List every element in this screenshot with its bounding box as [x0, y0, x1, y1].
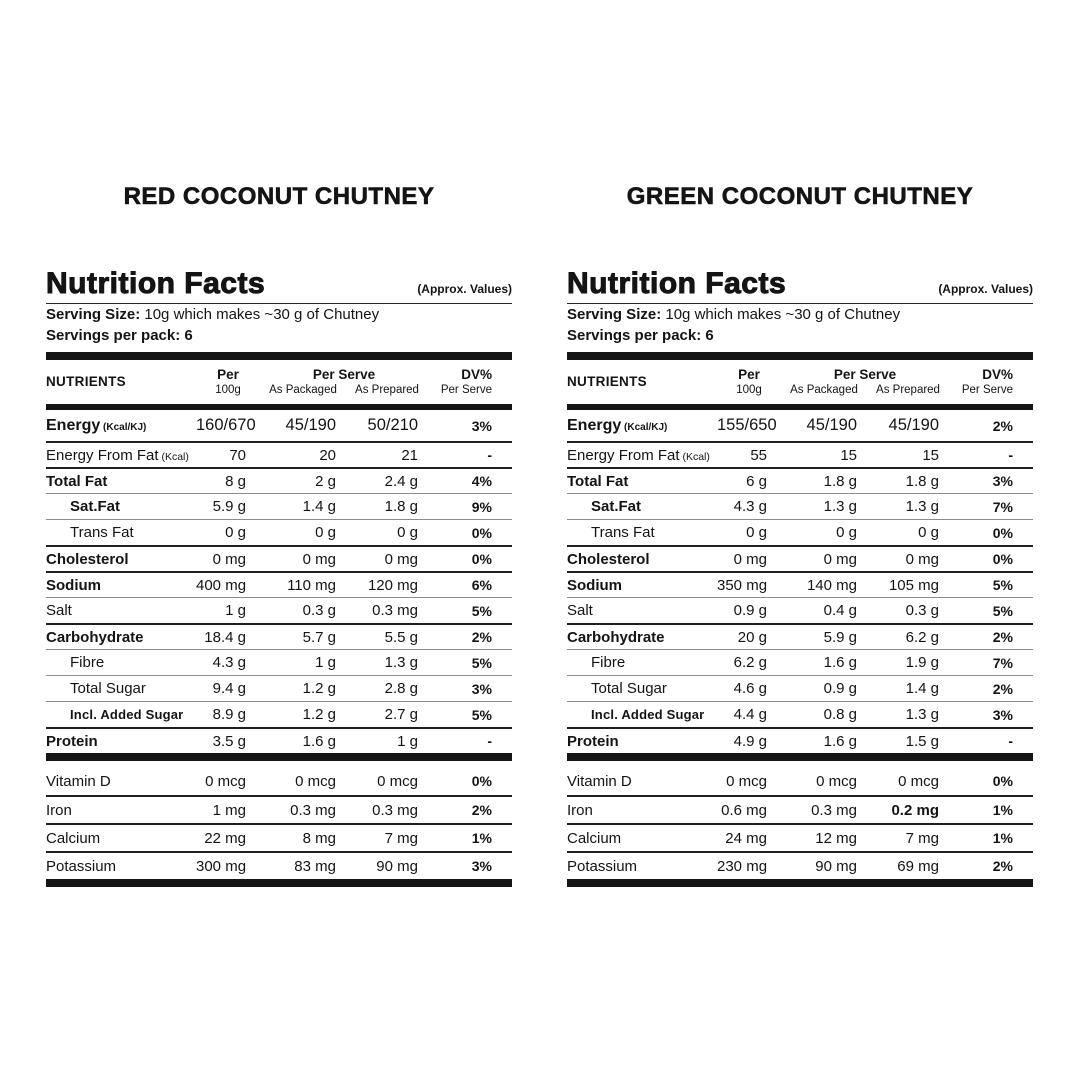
value-as-packaged: 1.8 g — [823, 472, 857, 490]
nutrient-name: Salt — [46, 602, 72, 619]
value-as-prepared: 1.4 g — [905, 680, 939, 697]
column-header-dv: DV% Per Serve — [961, 367, 1013, 396]
dv-percent: 0% — [992, 773, 1013, 789]
dv-percent: 0% — [471, 551, 492, 567]
servings-per-pack-line: Servings per pack: 6 — [46, 327, 193, 344]
nutrient-name: Iron — [567, 801, 593, 819]
value-as-prepared: 0.3 mg — [372, 801, 418, 819]
dv-percent: 0% — [471, 524, 492, 541]
value-as-packaged: 0.4 g — [823, 602, 857, 619]
nutrient-name: Fibre — [591, 654, 626, 671]
value-per-100g: 0 mg — [733, 550, 767, 568]
column-header-dv: DV% Per Serve — [440, 367, 492, 396]
serving-size-label: Serving Size: — [46, 306, 141, 323]
table-header — [46, 360, 492, 404]
column-header-nutrients: NUTRIENTS — [567, 374, 647, 389]
value-as-prepared: 50/210 — [367, 416, 418, 434]
nutrient-row — [46, 623, 512, 649]
nutrient-row — [46, 571, 512, 597]
nutrition-facts-header — [46, 268, 512, 300]
value-per-100g: 1 g — [225, 602, 246, 619]
nutrient-row — [567, 441, 1033, 467]
value-per-100g: 400 mg — [196, 576, 247, 594]
value-as-packaged: 0.8 g — [823, 706, 857, 723]
nutrient-name: Energy (Kcal/KJ) — [46, 416, 147, 434]
value-as-packaged: 15 — [840, 446, 857, 464]
value-as-prepared: 90 mg — [376, 857, 418, 875]
value-as-prepared: 0.2 mg — [891, 801, 939, 819]
value-as-packaged: 1.6 g — [823, 654, 857, 671]
serving-size-line — [567, 304, 1033, 325]
value-as-packaged: 0 g — [836, 524, 857, 541]
value-as-prepared: 0.3 g — [905, 602, 939, 619]
value-per-100g: 0 mcg — [205, 772, 246, 790]
value-per-100g: 6 g — [746, 472, 767, 490]
nutrient-name: Cholesterol — [46, 550, 129, 568]
value-per-100g: 9.4 g — [212, 680, 246, 697]
value-as-prepared: 1.8 g — [905, 472, 939, 490]
nutrition-facts-title: Nutrition Facts — [567, 267, 787, 300]
nutrient-rows — [567, 410, 1033, 753]
nutrient-name: Sodium — [46, 576, 101, 594]
value-as-packaged: 8 mg — [302, 829, 336, 847]
serving-size-line — [46, 304, 512, 325]
nutrient-name: Sodium — [567, 576, 622, 594]
nutrient-name: Protein — [567, 732, 619, 750]
nutrient-row — [567, 767, 1033, 795]
nutrient-row — [567, 597, 1033, 623]
dv-percent: 5% — [992, 577, 1013, 593]
column-header-as-prepared: As Prepared — [876, 384, 940, 396]
value-per-100g: 70 — [229, 446, 246, 464]
value-as-prepared: 2.8 g — [384, 680, 418, 697]
nutrient-row — [46, 545, 512, 571]
nutrition-label-red-chutney — [46, 0, 512, 887]
dv-percent: - — [487, 447, 492, 463]
dv-percent: 7% — [992, 498, 1013, 515]
value-as-prepared: 0 mg — [905, 550, 939, 568]
nutrient-name: Calcium — [567, 829, 622, 847]
value-as-packaged: 0 mg — [823, 550, 857, 568]
value-as-packaged: 45/190 — [806, 416, 857, 434]
value-as-packaged: 1.2 g — [302, 680, 336, 697]
dv-percent: 3% — [992, 473, 1013, 489]
nutrient-row — [46, 795, 512, 823]
approx-values-note: (Approx. Values) — [417, 282, 512, 296]
value-per-100g: 8 g — [225, 472, 246, 490]
dv-percent: 3% — [992, 706, 1013, 723]
value-per-100g: 22 mg — [204, 829, 246, 847]
value-as-prepared: 15 — [922, 446, 939, 464]
column-header-per-serve: Per Serve As Packaged As Prepared — [781, 366, 949, 397]
nutrient-name: Total Fat — [46, 472, 108, 490]
value-as-packaged: 1 g — [315, 654, 336, 671]
value-as-prepared: 1.3 g — [384, 654, 418, 671]
dv-percent: - — [1008, 733, 1013, 749]
dv-percent: 0% — [471, 773, 492, 789]
dv-percent: 2% — [992, 629, 1013, 645]
nutrient-row — [567, 727, 1033, 753]
approx-values-note: (Approx. Values) — [938, 282, 1033, 296]
nutrient-name: Energy From Fat (Kcal) — [46, 446, 189, 464]
value-per-100g: 3.5 g — [212, 732, 246, 750]
nutrition-facts-header — [567, 268, 1033, 300]
nutrient-row — [46, 851, 512, 879]
value-per-100g: 4.9 g — [733, 732, 767, 750]
dv-percent: - — [1008, 447, 1013, 463]
value-per-100g: 4.6 g — [733, 680, 767, 697]
dv-percent: 6% — [471, 577, 492, 593]
nutrient-name: Iron — [46, 801, 72, 819]
value-as-packaged: 20 — [319, 446, 336, 464]
nutrient-name: Total Sugar — [70, 680, 146, 697]
dv-percent: 2% — [992, 858, 1013, 874]
value-per-100g: 0.9 g — [733, 602, 767, 619]
nutrient-name: Protein — [46, 732, 98, 750]
value-per-100g: 0 g — [225, 524, 246, 541]
value-as-packaged: 1.2 g — [302, 706, 336, 723]
nutrient-row — [46, 467, 512, 493]
value-per-100g: 20 g — [737, 628, 767, 646]
value-per-100g: 0 g — [746, 524, 767, 541]
nutrient-name: Trans Fat — [591, 524, 655, 541]
value-as-prepared: 21 — [401, 446, 418, 464]
dv-percent: 2% — [992, 680, 1013, 697]
micronutrient-rows — [567, 767, 1033, 879]
value-per-100g: 160/670 — [196, 416, 256, 434]
value-per-100g: 1 mg — [212, 801, 246, 819]
dv-percent: 2% — [992, 417, 1013, 434]
nutrient-row — [46, 597, 512, 623]
value-as-prepared: 5.5 g — [384, 628, 418, 646]
nutrient-name: Energy (Kcal/KJ) — [567, 416, 668, 434]
nutrient-name: Cholesterol — [567, 550, 650, 568]
nutrient-row — [567, 571, 1033, 597]
value-as-packaged: 83 mg — [294, 857, 336, 875]
nutrient-rows — [46, 410, 512, 753]
nutrient-name: Energy From Fat (Kcal) — [567, 446, 710, 464]
dv-percent: 7% — [992, 654, 1013, 671]
nutrient-row — [567, 493, 1033, 519]
nutrient-name: Sat.Fat — [591, 498, 642, 515]
column-header-as-prepared: As Prepared — [355, 384, 419, 396]
nutrient-row — [567, 823, 1033, 851]
value-per-100g: 8.9 g — [212, 706, 246, 723]
nutrient-name: Trans Fat — [70, 524, 134, 541]
nutrient-unit-note: (Kcal/KJ) — [100, 421, 147, 433]
nutrient-name: Incl. Added Sugar — [591, 707, 705, 722]
value-as-packaged: 0 mcg — [295, 772, 336, 790]
value-as-packaged: 1.4 g — [302, 498, 336, 515]
value-as-prepared: 1.5 g — [905, 732, 939, 750]
dv-percent: 0% — [992, 524, 1013, 541]
product-title: RED COCONUT CHUTNEY — [123, 183, 435, 210]
nutrient-unit-note: (Kcal/KJ) — [621, 421, 668, 433]
dv-percent: 5% — [471, 706, 492, 723]
value-as-packaged: 1.6 g — [823, 732, 857, 750]
nutrient-name: Fibre — [70, 654, 105, 671]
nutrient-row — [46, 649, 512, 675]
value-as-packaged: 110 mg — [287, 576, 336, 594]
nutrient-row — [46, 823, 512, 851]
value-as-packaged: 140 mg — [806, 576, 857, 594]
value-as-prepared: 120 mg — [367, 576, 418, 594]
dv-percent: 1% — [471, 830, 492, 846]
value-as-prepared: 1.8 g — [384, 498, 418, 515]
dv-percent: 4% — [471, 473, 492, 489]
value-as-packaged: 1.3 g — [823, 498, 857, 515]
nutrient-row — [46, 767, 512, 795]
column-header-as-packaged: As Packaged — [790, 384, 858, 396]
section-bar — [567, 879, 1033, 887]
nutrient-name: Total Sugar — [591, 680, 667, 697]
product-title: GREEN COCONUT CHUTNEY — [626, 183, 974, 210]
nutrient-row — [567, 545, 1033, 571]
value-per-100g: 155/650 — [717, 416, 777, 434]
value-as-packaged: 0.3 mg — [811, 801, 857, 819]
nutrient-row — [567, 851, 1033, 879]
nutrient-row — [567, 649, 1033, 675]
value-per-100g: 4.3 g — [212, 654, 246, 671]
nutrient-row — [567, 410, 1033, 441]
value-as-packaged: 5.7 g — [302, 628, 336, 646]
value-per-100g: 300 mg — [196, 857, 247, 875]
serving-size-label: Serving Size: — [567, 306, 662, 323]
nutrient-row — [46, 410, 512, 441]
dv-percent: 5% — [471, 602, 492, 619]
dv-percent: 5% — [471, 654, 492, 671]
dv-percent: 3% — [471, 680, 492, 697]
table-header — [567, 360, 1013, 404]
value-as-packaged: 0.3 mg — [290, 801, 336, 819]
micronutrient-rows — [46, 767, 512, 879]
value-per-100g: 24 mg — [725, 829, 767, 847]
value-as-packaged: 2 g — [315, 472, 336, 490]
nutrient-name: Incl. Added Sugar — [70, 707, 184, 722]
nutrient-name: Potassium — [46, 857, 117, 875]
nutrient-row — [567, 623, 1033, 649]
section-bar — [567, 753, 1033, 761]
column-header-per-serve: Per Serve As Packaged As Prepared — [260, 366, 428, 397]
dv-percent: - — [487, 733, 492, 749]
nutrient-name: Total Fat — [567, 472, 629, 490]
nutrient-unit-note: (Kcal) — [158, 450, 189, 463]
dv-percent: 3% — [471, 858, 492, 874]
value-as-packaged: 12 mg — [815, 829, 857, 847]
nutrient-name: Carbohydrate — [46, 628, 144, 646]
nutrient-row — [567, 795, 1033, 823]
section-bar — [46, 352, 512, 360]
value-per-100g: 0.6 mg — [721, 801, 767, 819]
value-per-100g: 4.3 g — [733, 498, 767, 515]
dv-percent: 2% — [471, 629, 492, 645]
value-as-prepared: 105 mg — [888, 576, 939, 594]
value-as-prepared: 0 mcg — [898, 772, 939, 790]
nutrient-unit-note: (Kcal) — [679, 450, 710, 463]
servings-per-pack-line: Servings per pack: 6 — [567, 327, 714, 344]
value-as-prepared: 1.3 g — [905, 706, 939, 723]
nutrition-label-green-chutney — [567, 0, 1033, 887]
value-per-100g: 350 mg — [717, 576, 768, 594]
section-bar — [46, 753, 512, 761]
nutrient-row — [46, 727, 512, 753]
dv-percent: 1% — [992, 802, 1013, 818]
serving-size-value: 10g which makes ~30 g of Chutney — [665, 306, 901, 323]
value-as-prepared: 1 g — [397, 732, 418, 750]
value-as-prepared: 0 mg — [384, 550, 418, 568]
value-as-prepared: 2.4 g — [384, 472, 418, 490]
value-as-prepared: 69 mg — [897, 857, 939, 875]
value-per-100g: 0 mg — [212, 550, 246, 568]
value-as-prepared: 0 mcg — [377, 772, 418, 790]
nutrition-facts-title: Nutrition Facts — [46, 267, 266, 300]
column-header-per-100g: Per 100g — [215, 367, 241, 396]
value-as-prepared: 0 g — [397, 524, 418, 541]
value-as-prepared: 0 g — [918, 524, 939, 541]
serving-size-value: 10g which makes ~30 g of Chutney — [144, 306, 380, 323]
nutrient-row — [46, 675, 512, 701]
nutrient-row — [46, 493, 512, 519]
nutrient-row — [46, 701, 512, 727]
dv-percent: 1% — [992, 830, 1013, 846]
value-as-prepared: 7 mg — [905, 829, 939, 847]
nutrient-row — [46, 519, 512, 545]
value-per-100g: 230 mg — [717, 857, 768, 875]
dv-percent: 0% — [992, 551, 1013, 567]
value-as-packaged: 90 mg — [815, 857, 857, 875]
nutrient-name: Carbohydrate — [567, 628, 665, 646]
nutrient-name: Calcium — [46, 829, 101, 847]
value-as-packaged: 5.9 g — [823, 628, 857, 646]
value-per-100g: 6.2 g — [733, 654, 767, 671]
nutrient-row — [567, 675, 1033, 701]
nutrient-name: Sat.Fat — [70, 498, 121, 515]
column-header-per-100g: Per 100g — [736, 367, 762, 396]
nutrient-row — [567, 519, 1033, 545]
value-per-100g: 5.9 g — [212, 498, 246, 515]
value-as-prepared: 1.9 g — [905, 654, 939, 671]
dv-percent: 3% — [471, 417, 492, 434]
dv-percent: 2% — [471, 802, 492, 818]
section-bar — [567, 352, 1033, 360]
value-as-packaged: 0 g — [315, 524, 336, 541]
value-as-packaged: 45/190 — [285, 416, 336, 434]
value-as-prepared: 1.3 g — [905, 498, 939, 515]
dv-percent: 5% — [992, 602, 1013, 619]
dv-percent: 9% — [471, 498, 492, 515]
value-as-prepared: 0.3 mg — [372, 602, 418, 619]
nutrient-name: Salt — [567, 602, 593, 619]
value-per-100g: 55 — [750, 446, 767, 464]
nutrient-name: Potassium — [567, 857, 638, 875]
value-per-100g: 4.4 g — [733, 706, 767, 723]
value-as-prepared: 2.7 g — [384, 706, 418, 723]
nutrient-row — [567, 701, 1033, 727]
value-as-prepared: 45/190 — [888, 416, 939, 434]
column-header-nutrients: NUTRIENTS — [46, 374, 126, 389]
value-per-100g: 0 mcg — [726, 772, 767, 790]
nutrient-row — [567, 467, 1033, 493]
value-as-packaged: 1.6 g — [302, 732, 336, 750]
value-as-prepared: 7 mg — [384, 829, 418, 847]
nutrient-row — [46, 441, 512, 467]
value-as-packaged: 0.3 g — [302, 602, 336, 619]
column-header-as-packaged: As Packaged — [269, 384, 337, 396]
value-as-packaged: 0 mg — [302, 550, 336, 568]
section-bar — [46, 879, 512, 887]
value-as-packaged: 0 mcg — [816, 772, 857, 790]
value-per-100g: 18.4 g — [204, 628, 246, 646]
nutrient-name: Vitamin D — [567, 772, 632, 790]
nutrient-name: Vitamin D — [46, 772, 111, 790]
value-as-prepared: 6.2 g — [905, 628, 939, 646]
value-as-packaged: 0.9 g — [823, 680, 857, 697]
